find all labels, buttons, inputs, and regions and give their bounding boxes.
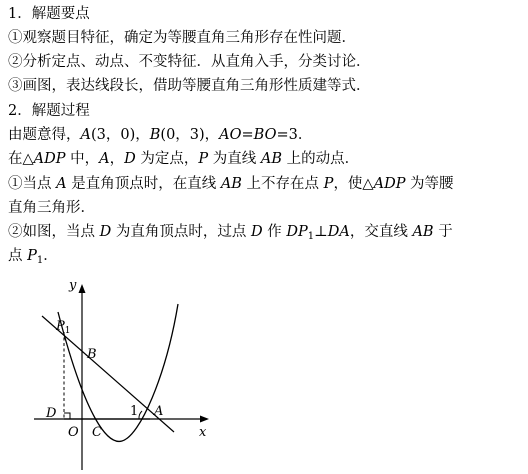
x-axis-arrow [200, 416, 209, 423]
point-1: ①观察题目特征，确定为等腰直角三角形存在性问题． [8, 30, 356, 46]
label-p1: $P_1$ [56, 319, 71, 336]
section1-title: 1．解题要点 [8, 6, 90, 22]
label-y: y [69, 278, 77, 293]
parabola-curve [58, 304, 178, 441]
case1-cont: 直角三角形． [8, 200, 95, 216]
coordinate-figure [0, 270, 240, 470]
case2-line: ②如图，当点 D 为直角顶点时，过点 D 作 $DP_1\perp DA$，交直线 AB 于 [8, 224, 453, 242]
label-b: B [87, 347, 97, 362]
angle-1-arc [139, 411, 142, 419]
right-angle-mark [64, 413, 70, 419]
given-line: 由题意得，A(3，0)，B(0，3)，AO=BO=3． [8, 127, 313, 143]
label-c: C [92, 425, 102, 440]
label-d: D [46, 406, 57, 421]
point-3: ③画图，表达线段长，借助等腰直角三角形性质建等式． [8, 78, 371, 94]
label-o: O [68, 425, 79, 440]
section2-title: 2．解题过程 [8, 103, 90, 119]
case2-cont: 点 $P_1$． [8, 248, 58, 266]
label-angle-1: 1 [130, 404, 139, 419]
context-line: 在△ADP 中，A，D 为定点，P 为直线 AB 上的动点． [8, 151, 360, 167]
point-2: ②分析定点、动点、不变特征．从直角入手，分类讨论． [8, 54, 371, 70]
case1-line: ①当点 A 是直角顶点时，在直线 AB 上不存在点 P，使△ADP 为等腰 [8, 176, 454, 192]
y-axis-arrow [79, 284, 86, 293]
label-a: A [154, 404, 164, 419]
label-x: x [199, 425, 207, 440]
